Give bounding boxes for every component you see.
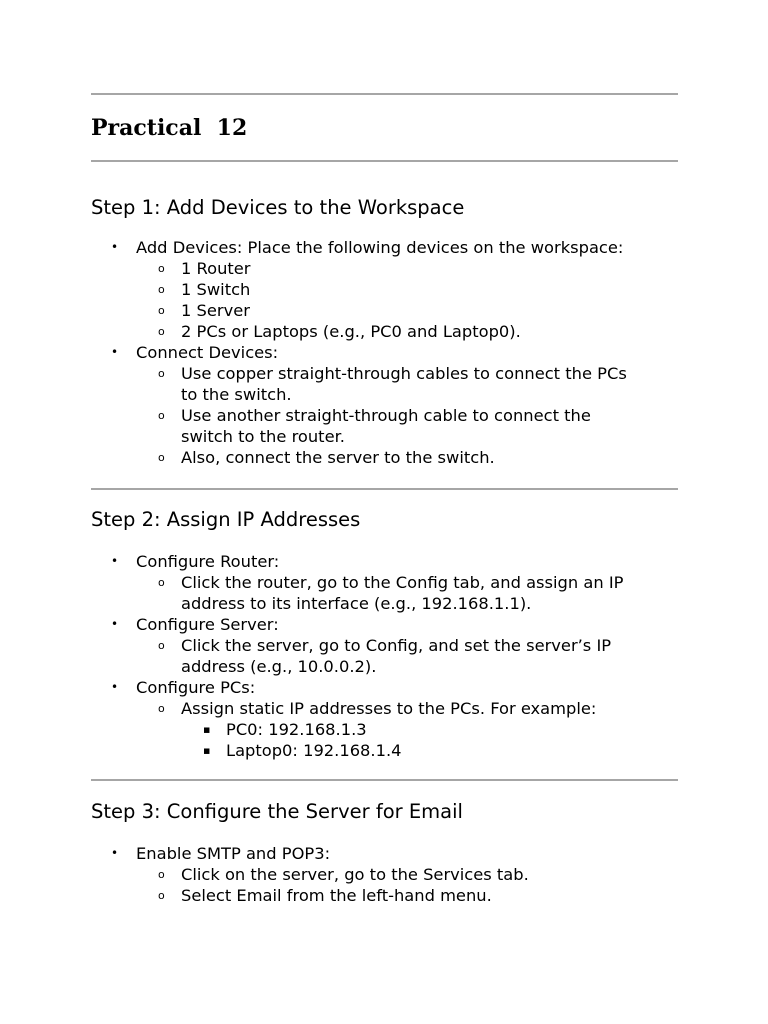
list-item-continuation: address to its interface (e.g., 192.168.1.1). (181, 594, 532, 613)
list-item: ▪ PC0: 192.168.1.3 (203, 720, 367, 739)
square-bullet-icon: ▪ (203, 723, 211, 736)
circle-bullet-icon: o (158, 451, 165, 464)
list-item-continuation: address (e.g., 10.0.0.2). (181, 657, 377, 676)
step1-list (91, 237, 681, 468)
list-item: • Add Devices: Place the following devices on the workspace: (111, 238, 624, 257)
bullet-icon: • (111, 617, 119, 631)
circle-bullet-icon: o (158, 639, 165, 652)
circle-bullet-icon: o (158, 283, 165, 296)
step2-heading: Step 2: Assign IP Addresses (91, 508, 361, 531)
list-item: ▪ Laptop0: 192.168.1.4 (203, 741, 402, 760)
bullet-icon: • (111, 680, 119, 694)
circle-bullet-icon: o (158, 576, 165, 589)
list-item: o Click on the server, go to the Services tab. (158, 865, 529, 884)
step3-heading: Step 3: Configure the Server for Email (91, 800, 463, 823)
list-item: o 2 PCs or Laptops (e.g., PC0 and Laptop0). (158, 322, 521, 341)
section-divider (91, 779, 678, 781)
list-item-continuation: switch to the router. (181, 427, 345, 446)
circle-bullet-icon: o (158, 889, 165, 902)
list-item: • Connect Devices: (111, 343, 279, 362)
list-item: • Enable SMTP and POP3: (111, 844, 331, 863)
circle-bullet-icon: o (158, 304, 165, 317)
circle-bullet-icon: o (158, 262, 165, 275)
list-item: • Configure Router: (111, 552, 280, 571)
title-divider (91, 160, 678, 162)
bullet-icon: • (111, 554, 119, 568)
bullet-icon: • (111, 345, 119, 359)
step1-heading: Step 1: Add Devices to the Workspace (91, 196, 465, 219)
top-divider (91, 93, 678, 95)
list-item: o Use copper straight-through cables to connect the PCs (158, 364, 627, 383)
list-item: o Click the router, go to the Config tab, and assign an IP (158, 573, 624, 592)
bullet-icon: • (111, 240, 119, 254)
list-item: • Configure Server: (111, 615, 279, 634)
circle-bullet-icon: o (158, 367, 165, 380)
list-item: o Click the server, go to Config, and set the server’s IP (158, 636, 612, 655)
list-item: o Also, connect the server to the switch. (158, 448, 495, 467)
list-item: • Configure PCs: (111, 678, 256, 697)
circle-bullet-icon: o (158, 702, 165, 715)
list-item: o 1 Switch (158, 280, 251, 299)
circle-bullet-icon: o (158, 409, 165, 422)
list-item: o Assign static IP addresses to the PCs. For example: (158, 699, 597, 718)
circle-bullet-icon: o (158, 868, 165, 881)
step3-list (91, 843, 681, 906)
bullet-icon: • (111, 846, 119, 860)
list-item: o Use another straight-through cable to connect the (158, 406, 591, 425)
list-item: o Select Email from the left-hand menu. (158, 886, 492, 905)
circle-bullet-icon: o (158, 325, 165, 338)
list-item: o 1 Server (158, 301, 250, 320)
section-divider (91, 488, 678, 490)
list-item-continuation: to the switch. (181, 385, 292, 404)
step2-list (91, 551, 681, 761)
page-title: Practical 12 (91, 115, 248, 141)
square-bullet-icon: ▪ (203, 744, 211, 757)
list-item: o 1 Router (158, 259, 251, 278)
